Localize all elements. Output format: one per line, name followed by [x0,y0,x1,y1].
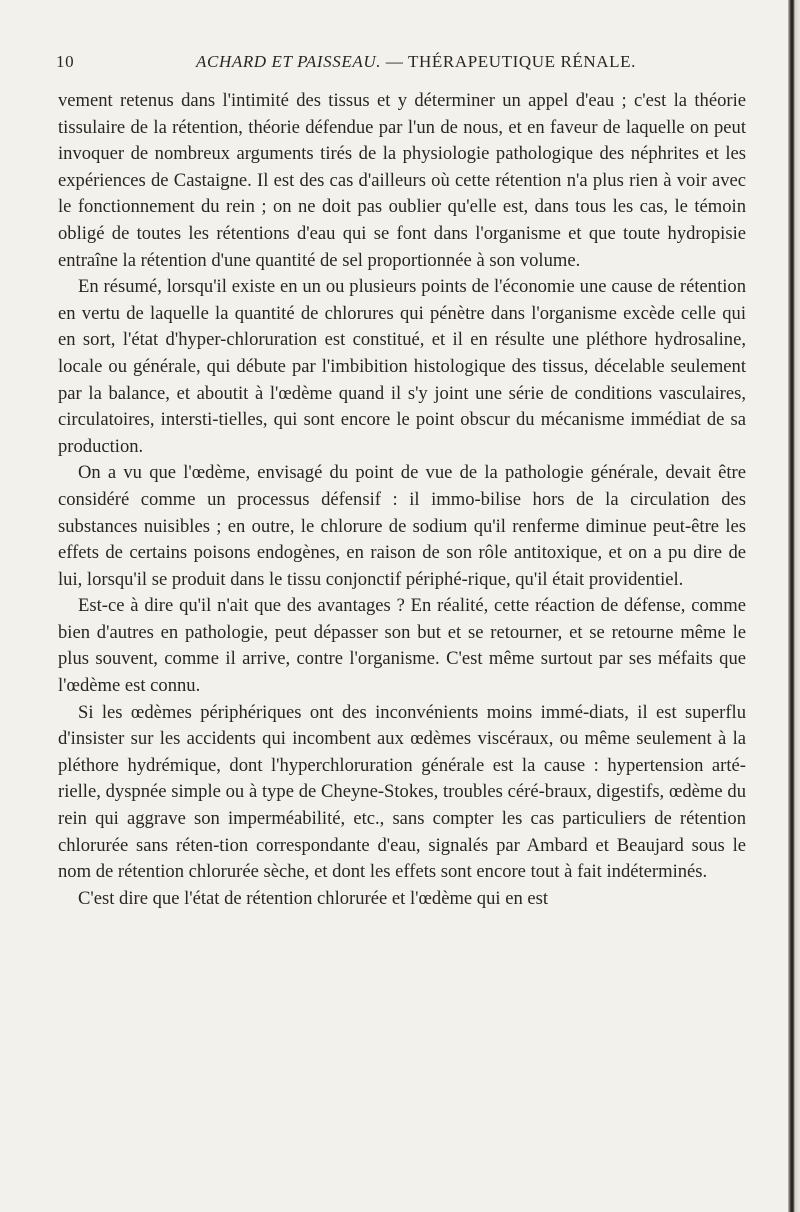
running-head [86,52,746,72]
paragraph: C'est dire que l'état de rétention chlorurée et l'œdème qui en est [78,887,549,909]
page-number: 10 [56,52,75,71]
paragraph: En résumé, lorsqu'il existe en un ou plusieurs points de l'économie une cause de rétention en vertu de laquelle la quantité de chlorures qui pénètre dans l'organisme excède celle qui en sort, l'état d'hyper-chloruration est constitué, et il en résulte une pléthore hydrosaline, locale ou générale, qui débute par l'imbibition histologique des tissus, décelable seulement par la balance, et aboutit à l'œdème quand il s'y joint une série de conditions vasculaires, circulatoires, intersti-tielles, qui sont encore le point obscur du mécanisme immédiat de sa production. [58,276,746,457]
paragraph: Si les œdèmes périphériques ont des inconvénients moins immé-diats, il est superflu d'insister sur les accidents qui incombent aux œdèmes viscéraux, ou même seulement à la pléthore hydrémique, dont l'hyperchloruration générale est la cause : hypertension arté-rielle, dyspnée simple ou à type de Cheyne-Stokes, troubles céré-braux, digestifs, œdème du rein qui aggrave son imperméabilité, etc., sans compter les cas particuliers de rétention chlorurée sans réten-tion correspondante d'eau, signalés par Ambard et Beaujard sous le nom de rétention chlorurée sèche, et dont les effets sont encore tout à fait indéterminés. [58,701,746,883]
running-header [56,52,746,74]
paragraph: Est-ce à dire qu'il n'ait que des avantages ? En réalité, cette réaction de défense, comme bien d'autres en pathologie, peut dépasser son but et se retourner, et se retourne même le plus souvent, comme il arrive, contre l'organisme. C'est même surtout par ses méfaits que l'œdème est connu. [58,595,746,697]
running-head-title: THÉRAPEUTIQUE RÉNALE. [408,52,636,71]
page-edge-border [788,0,800,1212]
running-head-authors: ACHARD ET PAISSEAU. [196,52,382,71]
paragraph: On a vu que l'œdème, envisagé du point de vue de la pathologie générale, devait être considéré comme un processus défensif : il immo-bilise hors de la circulation des substances nuisibles ; en outre, le chlorure de sodium qu'il renferme diminue peut-être les effets de certains poisons endogènes, en raison de son rôle antitoxique, et on a pu dire de lui, lorsqu'il se produit dans le tissu conjonctif périphé-rique, qu'il était providentiel. [58,462,746,590]
running-head-separator: — [381,52,409,71]
body-text [58,88,746,912]
paragraph-continuation: vement retenus dans l'intimité des tissus et y déterminer un appel d'eau ; c'est la théorie tissulaire de la rétention, théorie défendue par l'un de nous, et en faveur de laquelle on peut invoquer de nombreux arguments tirés de la physiologie pathologique des néphrites et les expériences de Castaigne. Il est des cas d'ailleurs où cette rétention n'a plus rien à voir avec le fonctionnement du rein ; on ne doit pas oublier qu'elle est, dans tous les cas, le témoin obligé de toutes les rétentions d'eau qui se font dans l'organisme et que toute hydropisie entraîne la rétention d'une quantité de sel proportionnée à son volume. [58,90,746,271]
